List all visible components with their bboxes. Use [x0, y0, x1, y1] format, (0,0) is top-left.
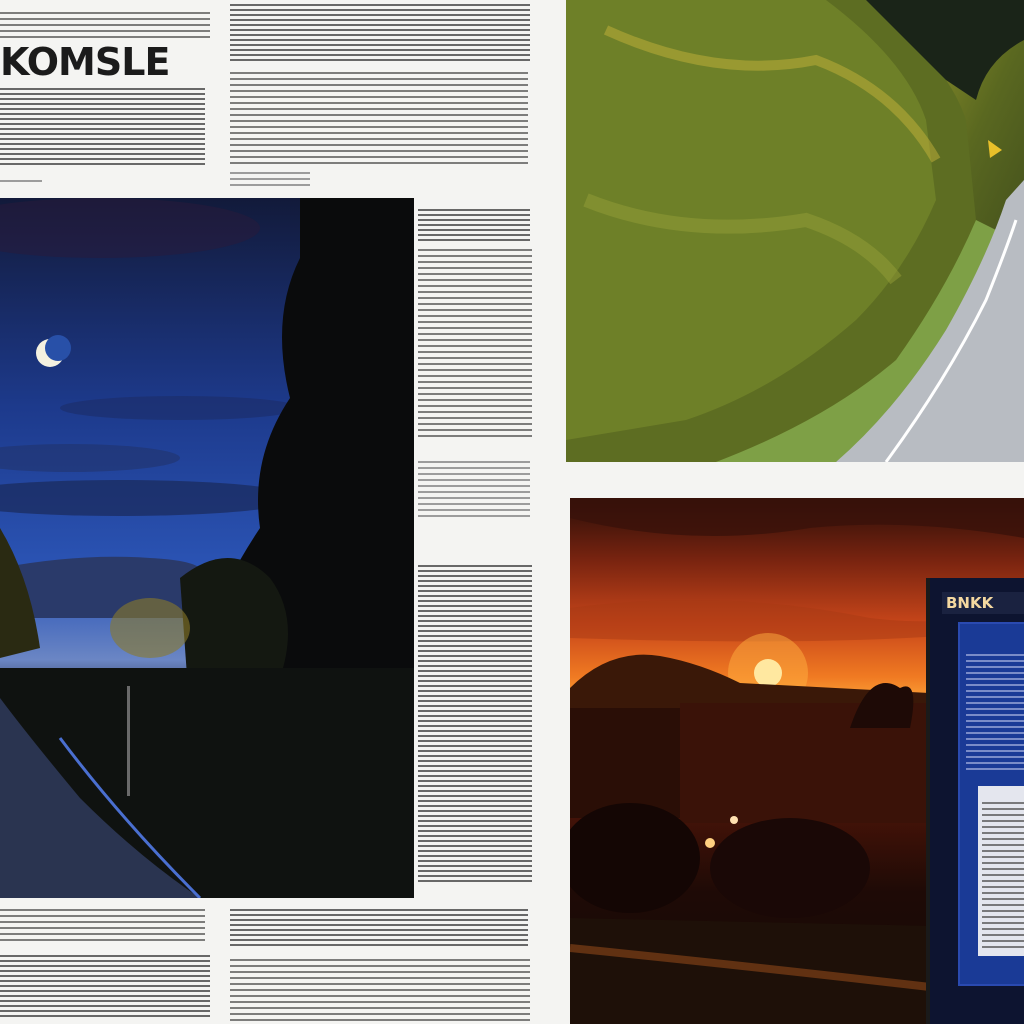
moon-icon [36, 335, 71, 367]
sign-header [942, 592, 1024, 614]
middle-column-text-4 [418, 565, 532, 885]
bottom-middle-text-2 [230, 959, 530, 1021]
top-middle-text-2 [230, 72, 528, 164]
bottom-left-text-1 [0, 909, 205, 945]
hedge-road-photo [566, 0, 1024, 462]
hedge-scene-graphic [566, 0, 1024, 462]
middle-column-text-2 [418, 249, 532, 439]
masthead-body-text [0, 88, 205, 168]
masthead-title: KOMSLE [0, 40, 170, 84]
middle-column-text-3 [418, 461, 530, 517]
top-middle-article [228, 0, 533, 195]
bottom-middle-article [228, 905, 533, 1024]
top-middle-text-3 [230, 172, 310, 190]
roadside-sign [926, 578, 1024, 1024]
sign-title: BNKK [946, 594, 994, 612]
masthead-top-text [0, 12, 210, 38]
night-road-photo [0, 198, 414, 898]
sign-notice-card [978, 786, 1024, 956]
top-left-article [0, 0, 215, 195]
sign-body [958, 622, 1024, 986]
middle-column-article [416, 205, 534, 895]
middle-column-text-1 [418, 209, 530, 241]
sign-notice-text [982, 802, 1024, 948]
top-middle-text-1 [230, 4, 530, 62]
bottom-left-text-2 [0, 955, 210, 1019]
sign-text-1 [966, 654, 1024, 774]
masthead-footer-text [0, 180, 42, 186]
night-scene-graphic [0, 198, 414, 898]
bottom-left-article [0, 905, 215, 1024]
bottom-middle-text-1 [230, 909, 528, 949]
